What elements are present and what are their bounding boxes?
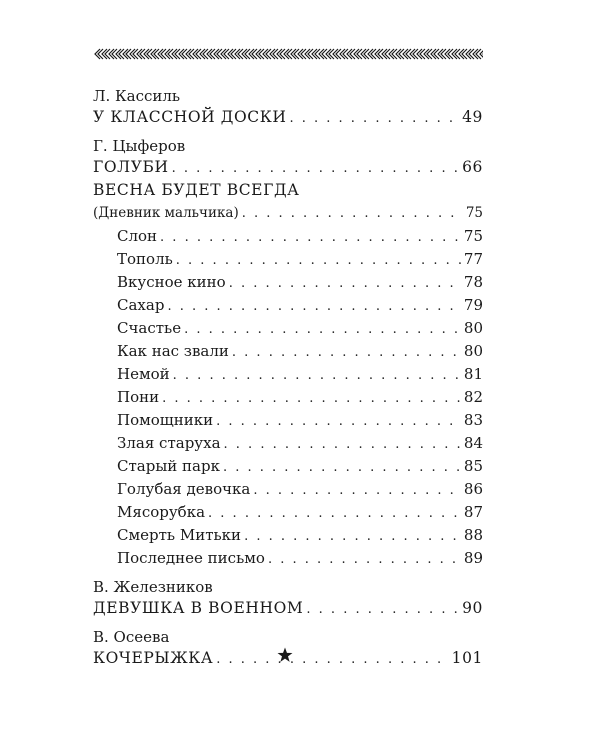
- page-number: 86: [463, 480, 483, 498]
- toc-entry: [93, 432, 483, 455]
- toc-entry: [93, 340, 483, 363]
- dot-leader: [167, 295, 460, 318]
- page-number: 88: [463, 526, 483, 544]
- toc-entry: [93, 501, 483, 524]
- entry-title: Как нас звали: [117, 342, 229, 360]
- toc-entry: [93, 294, 483, 317]
- toc-entry: [93, 363, 483, 386]
- entry-title: Счастье: [117, 319, 182, 337]
- dot-leader: [173, 364, 461, 387]
- entry-title: КОЧЕРЫЖКА: [93, 649, 214, 667]
- page-number: 81: [463, 365, 483, 383]
- dot-leader: [244, 525, 461, 548]
- page-number: 75: [463, 227, 483, 245]
- author-name: Г. Цыферов: [93, 137, 186, 155]
- toc-entry: [93, 202, 483, 225]
- page-number: 85: [463, 457, 483, 475]
- dot-leader: [184, 318, 461, 341]
- entry-title: Немой: [117, 365, 170, 383]
- dot-leader: [229, 272, 461, 295]
- heading-title: ВЕСНА БУДЕТ ВСЕГДА: [93, 181, 300, 199]
- entry-title: У КЛАССНОЙ ДОСКИ: [93, 108, 287, 126]
- chevron-border-icon: [93, 46, 483, 60]
- page-number: 77: [463, 250, 483, 268]
- entry-title: Голубая девочка: [117, 480, 251, 498]
- entry-title: Сахар: [117, 296, 165, 314]
- dot-leader: [306, 598, 459, 621]
- dot-leader: [208, 502, 461, 525]
- toc-entry: [93, 386, 483, 409]
- author-name: В. Осеева: [93, 628, 170, 646]
- entry-title: ДЕВУШКА В ВОЕННОМ: [93, 599, 304, 617]
- toc-entry: [93, 106, 483, 129]
- dot-leader: [232, 341, 461, 364]
- toc-entry: [93, 547, 483, 570]
- dot-leader: [160, 226, 461, 249]
- page-number: 101: [451, 649, 483, 667]
- author-name: Л. Кассиль: [93, 87, 181, 105]
- dot-leader: [242, 202, 463, 225]
- dot-leader: [216, 410, 461, 433]
- toc-entry: [93, 455, 483, 478]
- toc-entry: [93, 271, 483, 294]
- page-number: 84: [463, 434, 483, 452]
- dot-leader: [176, 249, 461, 272]
- toc-entry: [93, 524, 483, 547]
- toc-entry: [93, 597, 483, 620]
- page-number: 78: [463, 273, 483, 291]
- dot-leader: [268, 548, 461, 571]
- page-number: 80: [463, 319, 483, 337]
- page-number: 83: [463, 411, 483, 429]
- dot-leader: [253, 479, 461, 502]
- entry-title: Слон: [117, 227, 158, 245]
- entry-title: Пони: [117, 388, 160, 406]
- entry-title: Мясорубка: [117, 503, 206, 521]
- entry-title: Последнее письмо: [117, 549, 265, 567]
- page-number: 75: [465, 205, 483, 221]
- toc-entry: [93, 409, 483, 432]
- toc-entry: [93, 317, 483, 340]
- page-number: 79: [463, 296, 483, 314]
- dot-leader: [162, 387, 461, 410]
- entry-title: Старый парк: [117, 457, 220, 475]
- toc-heading: [93, 179, 483, 202]
- toc-entry: [93, 248, 483, 271]
- entry-title: Злая старуха: [117, 434, 221, 452]
- dot-leader: [216, 648, 448, 671]
- page-number: 87: [463, 503, 483, 521]
- author-name: В. Железников: [93, 578, 213, 596]
- page-number: 90: [462, 599, 483, 617]
- entry-title: Смерть Митьки: [117, 526, 242, 544]
- entry-title: (Дневник мальчика): [93, 205, 239, 221]
- table-of-contents: [93, 86, 483, 670]
- page-number: 66: [462, 158, 483, 176]
- page-number: 89: [463, 549, 483, 567]
- toc-entry: [93, 478, 483, 501]
- dot-leader: [289, 107, 459, 130]
- toc-entry: [93, 225, 483, 248]
- star-icon: [276, 646, 294, 664]
- entry-title: Тополь: [117, 250, 173, 268]
- entry-title: Помощники: [117, 411, 214, 429]
- page-number: 49: [462, 108, 483, 126]
- page-number: 82: [463, 388, 483, 406]
- entry-title: Вкусное кино: [117, 273, 226, 291]
- page-number: 80: [463, 342, 483, 360]
- toc-entry: [93, 156, 483, 179]
- dot-leader: [224, 433, 461, 456]
- dot-leader: [172, 157, 459, 180]
- dot-leader: [223, 456, 461, 479]
- entry-title: ГОЛУБИ: [93, 158, 169, 176]
